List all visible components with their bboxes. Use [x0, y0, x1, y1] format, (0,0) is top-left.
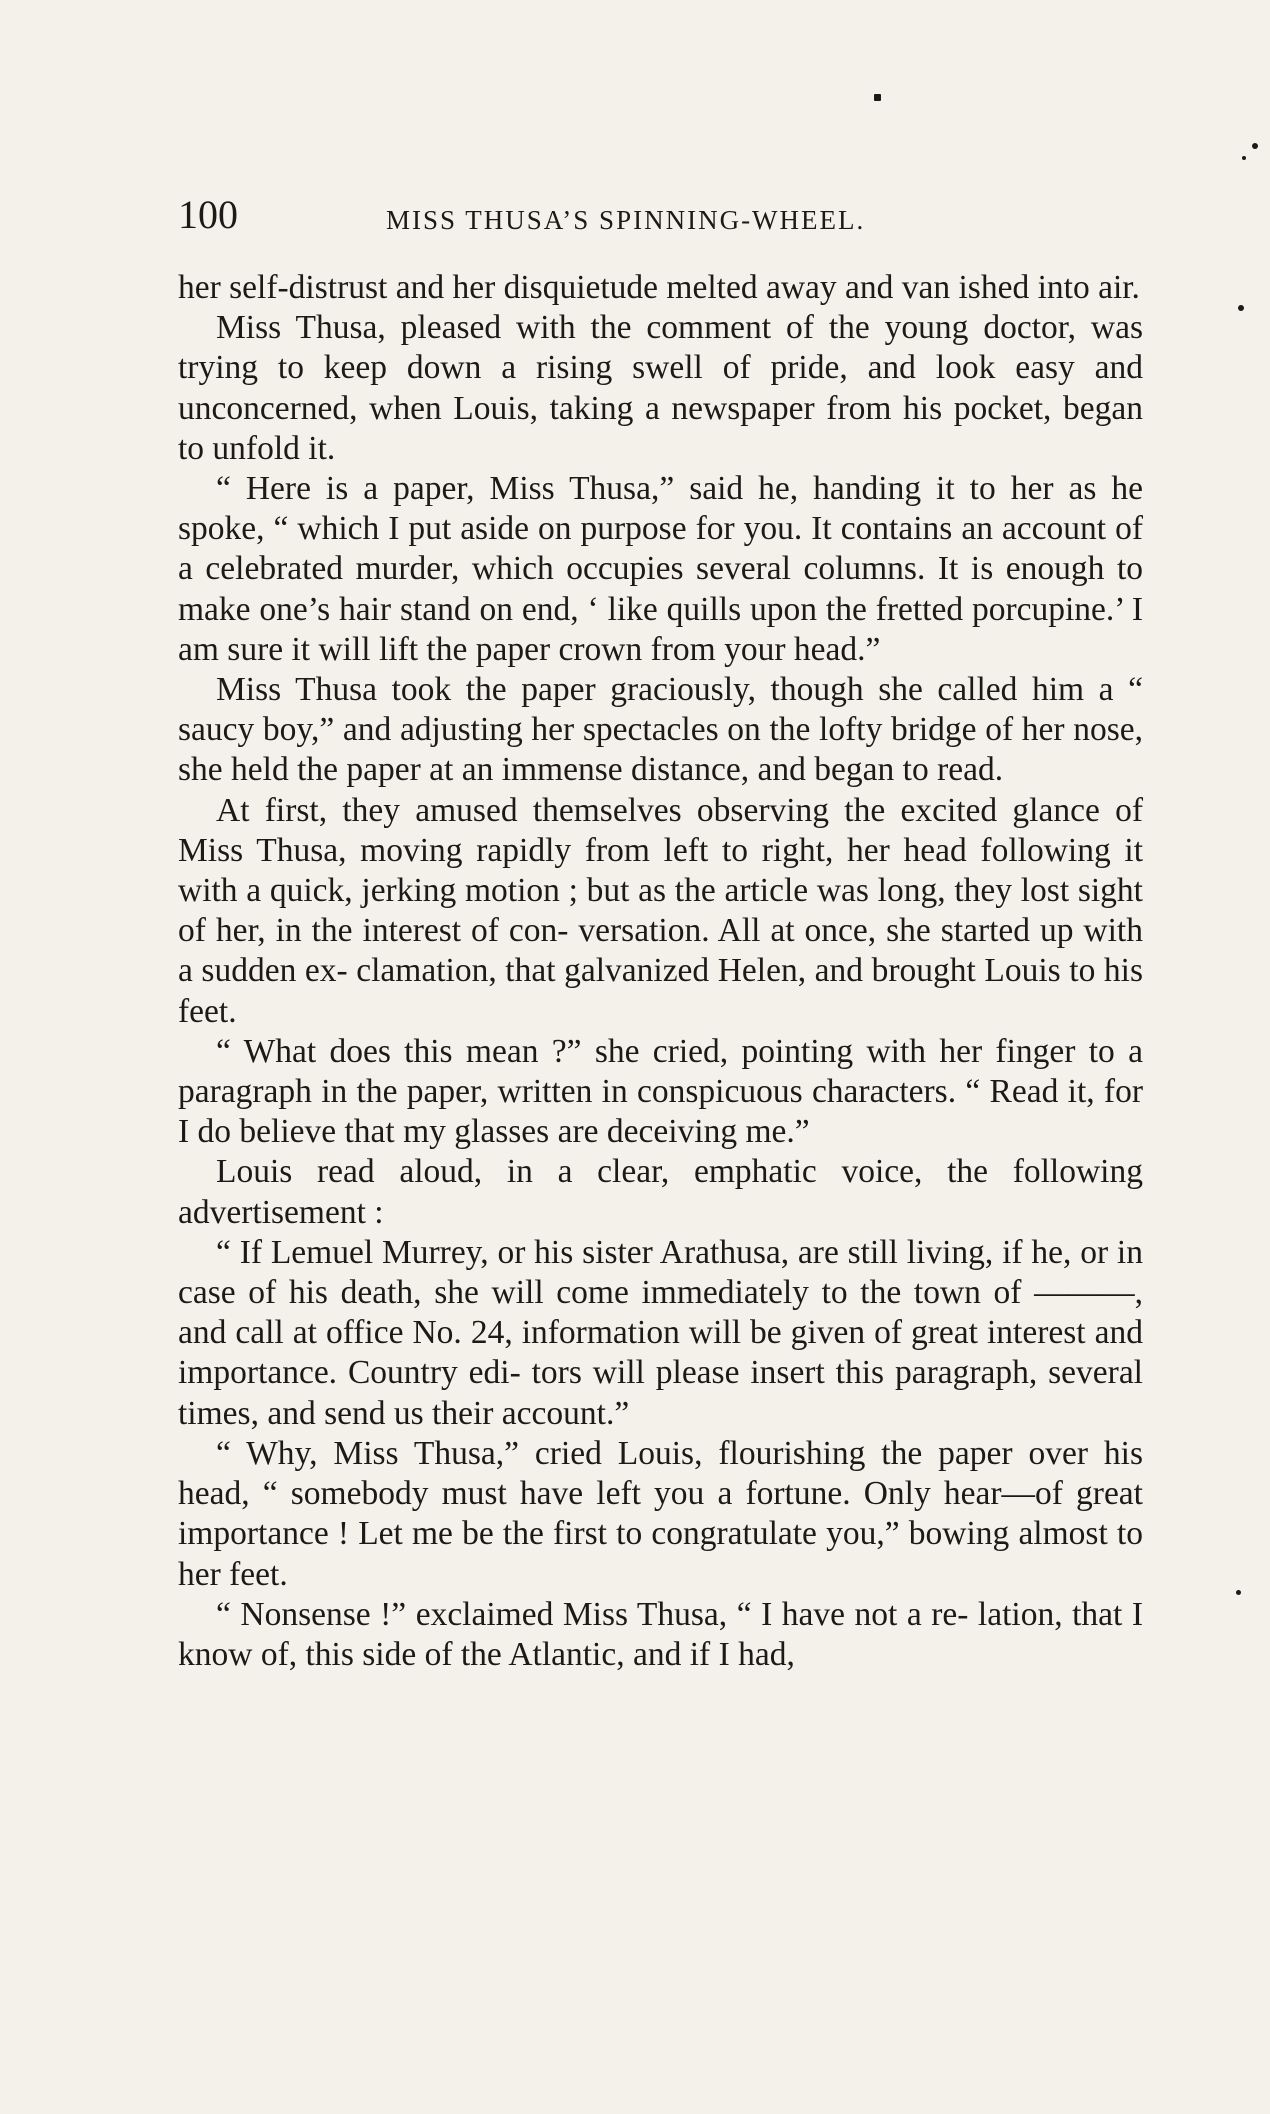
- advertisement-paragraph: “ If Lemuel Murrey, or his sister Arathusa, are still living, if he, or in case of his death, she will come immediately to the town of ———, and call at office No. 24, information will be given of great interest and importance. Country edi- tors will please insert this paragraph, several times, and send us their account.”: [178, 1233, 1143, 1432]
- paragraph: At first, they amused themselves observing the excited glance of Miss Thusa, moving rapidly from left to right, her head following it with a quick, jerking motion ; but as the article was long, they lost sight of her, in the interest of con- versation. All at once, she started up with a sudden ex- clamation, that galvanized Helen, and brought Louis to his feet.: [178, 791, 1143, 1030]
- ink-speck: [1242, 156, 1246, 160]
- paragraph: “ Here is a paper, Miss Thusa,” said he, handing it to her as he spoke, “ which I put aside on purpose for you. It contains an account of a celebrated murder, which occupies several columns. It is enough to make one’s hair stand on end, ‘ like quills upon the fretted porcupine.’ I am sure it will lift the paper crown from your head.”: [178, 470, 1143, 668]
- paragraph: Miss Thusa took the paper graciously, though she called him a “ saucy boy,” and adjusting her spectacles on the lofty bridge of her nose, she held the paper at an immense distance, and began to read.: [178, 671, 1143, 789]
- running-title: MISS THUSA’S SPINNING-WHEEL.: [386, 205, 866, 235]
- paragraph: “ Why, Miss Thusa,” cried Louis, flourishing the paper over his head, “ somebody must have left you a fortune. Only hear—of great importance ! Let me be the first to congratulate you,” bowing almost to her feet.: [178, 1434, 1143, 1593]
- body-text: [178, 268, 1143, 1675]
- page-header: [178, 190, 1138, 250]
- page-number: 100: [178, 192, 238, 237]
- paragraph: Miss Thusa, pleased with the comment of the young doctor, was trying to keep down a rising swell of pride, and look easy and unconcerned, when Louis, taking a newspaper from his pocket, began to unfold it.: [178, 309, 1143, 467]
- paragraph: Louis read aloud, in a clear, emphatic voice, the following advertisement :: [178, 1153, 1143, 1231]
- paragraph: “ What does this mean ?” she cried, pointing with her finger to a paragraph in the paper, written in conspicuous characters. “ Read it, for I do believe that my glasses are deceiving me.”: [178, 1032, 1143, 1151]
- ink-speck: [1238, 305, 1244, 311]
- paragraph: “ Nonsense !” exclaimed Miss Thusa, “ I have not a re- lation, that I know of, this side of the Atlantic, and if I had,: [178, 1595, 1143, 1673]
- ink-speck: [1252, 143, 1258, 149]
- ink-speck: [874, 94, 881, 101]
- ink-speck: [1236, 1590, 1241, 1595]
- paragraph: her self-distrust and her disquietude melted away and van ished into air.: [178, 269, 1140, 306]
